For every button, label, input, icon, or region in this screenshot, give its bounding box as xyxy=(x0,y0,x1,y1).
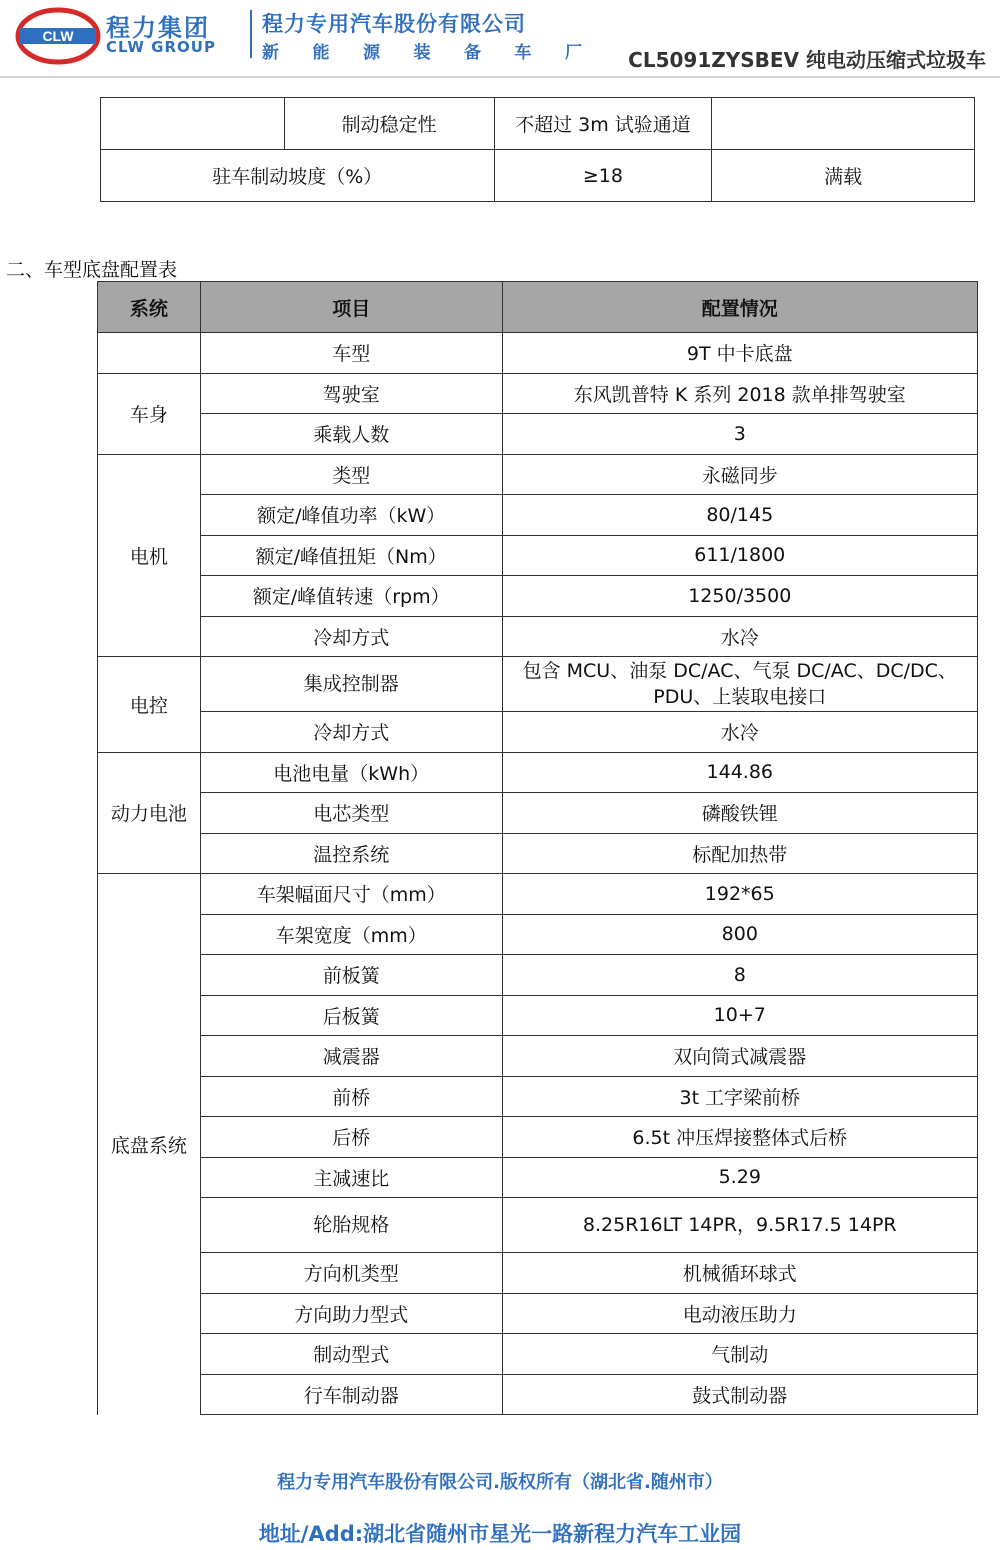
value-cell: 611/1800 xyxy=(502,535,977,576)
company-name: 程力专用汽车股份有限公司 xyxy=(262,12,526,36)
value-cell: 192*65 xyxy=(502,874,977,915)
item-cell: 冷却方式 xyxy=(200,712,502,753)
table-cell: 驻车制动坡度（%） xyxy=(101,150,495,202)
table-row xyxy=(98,414,978,455)
table-row xyxy=(101,98,975,150)
section-title: 二、车型底盘配置表 xyxy=(6,259,178,281)
system-cell: 底盘系统 xyxy=(98,874,201,1415)
table-row xyxy=(98,1293,978,1334)
item-cell: 行车制动器 xyxy=(200,1374,502,1415)
brake-spec-table xyxy=(100,97,975,202)
header-divider xyxy=(250,10,252,58)
subtitle-char: 能 xyxy=(312,43,330,63)
value-cell: 电动液压助力 xyxy=(502,1293,977,1334)
brand-name-en: CLW GROUP xyxy=(106,38,216,56)
item-cell: 车型 xyxy=(200,333,502,374)
value-cell: 8.25R16LT 14PR，9.5R17.5 14PR xyxy=(502,1198,977,1253)
table-row xyxy=(98,1157,978,1198)
table-cell: 满载 xyxy=(712,150,975,202)
value-cell: 标配加热带 xyxy=(502,833,977,874)
item-cell: 减震器 xyxy=(200,1036,502,1077)
table-row xyxy=(98,576,978,617)
item-cell: 轮胎规格 xyxy=(200,1198,502,1253)
system-cell: 电控 xyxy=(98,657,201,753)
table-row xyxy=(98,712,978,753)
table-row xyxy=(98,1253,978,1294)
system-cell: 动力电池 xyxy=(98,752,201,874)
subtitle-char: 厂 xyxy=(565,43,582,63)
table-row xyxy=(98,657,978,712)
value-cell: 10+7 xyxy=(502,995,977,1036)
item-cell: 方向助力型式 xyxy=(200,1293,502,1334)
value-cell: 双向筒式减震器 xyxy=(502,1036,977,1077)
system-cell xyxy=(98,333,201,374)
item-cell: 额定/峰值扭矩（Nm） xyxy=(200,535,502,576)
table-cell: 不超过 3m 试验通道 xyxy=(494,98,712,150)
column-header: 系统 xyxy=(98,282,201,333)
value-cell: 8 xyxy=(502,955,977,996)
value-cell: 包含 MCU、油泵 DC/AC、气泵 DC/AC、DC/DC、PDU、上装取电接口 xyxy=(502,657,977,712)
item-cell: 电池电量（kWh） xyxy=(200,752,502,793)
svg-text:CLW: CLW xyxy=(42,28,74,44)
table-row xyxy=(98,1117,978,1158)
value-cell: 5.29 xyxy=(502,1157,977,1198)
table-row xyxy=(98,833,978,874)
model-title: CL5091ZYSBEV 纯电动压缩式垃圾车 xyxy=(628,48,986,72)
subtitle-char: 源 xyxy=(363,43,380,63)
subtitle-char: 新 xyxy=(262,43,279,63)
item-cell: 额定/峰值功率（kW） xyxy=(200,495,502,536)
table-row xyxy=(98,793,978,834)
table-row xyxy=(98,1374,978,1415)
value-cell: 机械循环球式 xyxy=(502,1253,977,1294)
value-cell: 磷酸铁锂 xyxy=(502,793,977,834)
table-row xyxy=(98,995,978,1036)
table-row xyxy=(98,1036,978,1077)
subtitle-char: 车 xyxy=(514,43,532,63)
item-cell: 温控系统 xyxy=(200,833,502,874)
table-row xyxy=(98,1076,978,1117)
table-row xyxy=(98,874,978,915)
item-cell: 方向机类型 xyxy=(200,1253,502,1294)
table-row xyxy=(98,373,978,414)
page-header xyxy=(0,0,1000,80)
chassis-config-table xyxy=(97,281,978,1415)
column-header: 配置情况 xyxy=(502,282,977,333)
table-cell: ≥18 xyxy=(494,150,712,202)
table-row xyxy=(98,752,978,793)
value-cell: 鼓式制动器 xyxy=(502,1374,977,1415)
copyright-footer: 程力专用汽车股份有限公司.版权所有（湖北省.随州市） xyxy=(277,1472,723,1493)
item-cell: 电芯类型 xyxy=(200,793,502,834)
item-cell: 车架宽度（mm） xyxy=(200,914,502,955)
table-cell xyxy=(712,98,975,150)
subtitle-char: 备 xyxy=(464,43,481,63)
value-cell: 水冷 xyxy=(502,712,977,753)
value-cell: 9T 中卡底盘 xyxy=(502,333,977,374)
item-cell: 驾驶室 xyxy=(200,373,502,414)
item-cell: 额定/峰值转速（rpm） xyxy=(200,576,502,617)
item-cell: 前板簧 xyxy=(200,955,502,996)
item-cell: 主减速比 xyxy=(200,1157,502,1198)
table-header-row xyxy=(98,282,978,333)
table-row xyxy=(98,1334,978,1375)
table-row xyxy=(101,150,975,202)
table-row xyxy=(98,454,978,495)
factory-subtitle xyxy=(262,38,582,63)
header-rule xyxy=(0,76,1000,78)
table-row xyxy=(98,955,978,996)
item-cell: 制动型式 xyxy=(200,1334,502,1375)
value-cell: 1250/3500 xyxy=(502,576,977,617)
brand-name-cn: 程力集团 xyxy=(106,14,210,42)
item-cell: 冷却方式 xyxy=(200,616,502,657)
item-cell: 类型 xyxy=(200,454,502,495)
value-cell: 水冷 xyxy=(502,616,977,657)
table-row xyxy=(98,535,978,576)
value-cell: 80/145 xyxy=(502,495,977,536)
value-cell: 144.86 xyxy=(502,752,977,793)
value-cell: 3t 工字梁前桥 xyxy=(502,1076,977,1117)
column-header: 项目 xyxy=(200,282,502,333)
system-cell: 电机 xyxy=(98,454,201,657)
item-cell: 集成控制器 xyxy=(200,657,502,712)
table-cell: 制动稳定性 xyxy=(284,98,494,150)
item-cell: 前桥 xyxy=(200,1076,502,1117)
table-row xyxy=(98,1198,978,1253)
value-cell: 永磁同步 xyxy=(502,454,977,495)
table-row xyxy=(98,495,978,536)
table-row xyxy=(98,333,978,374)
table-cell xyxy=(101,98,285,150)
table-row xyxy=(98,914,978,955)
system-cell: 车身 xyxy=(98,373,201,454)
item-cell: 乘载人数 xyxy=(200,414,502,455)
value-cell: 800 xyxy=(502,914,977,955)
table-row xyxy=(98,616,978,657)
item-cell: 后桥 xyxy=(200,1117,502,1158)
value-cell: 6.5t 冲压焊接整体式后桥 xyxy=(502,1117,977,1158)
address-footer: 地址/Add:湖北省随州市星光一路新程力汽车工业园 xyxy=(258,1522,742,1546)
subtitle-char: 装 xyxy=(413,43,431,63)
clw-logo-icon xyxy=(14,6,102,66)
item-cell: 后板簧 xyxy=(200,995,502,1036)
value-cell: 气制动 xyxy=(502,1334,977,1375)
value-cell: 3 xyxy=(502,414,977,455)
item-cell: 车架幅面尺寸（mm） xyxy=(200,874,502,915)
value-cell: 东风凯普特 K 系列 2018 款单排驾驶室 xyxy=(502,373,977,414)
